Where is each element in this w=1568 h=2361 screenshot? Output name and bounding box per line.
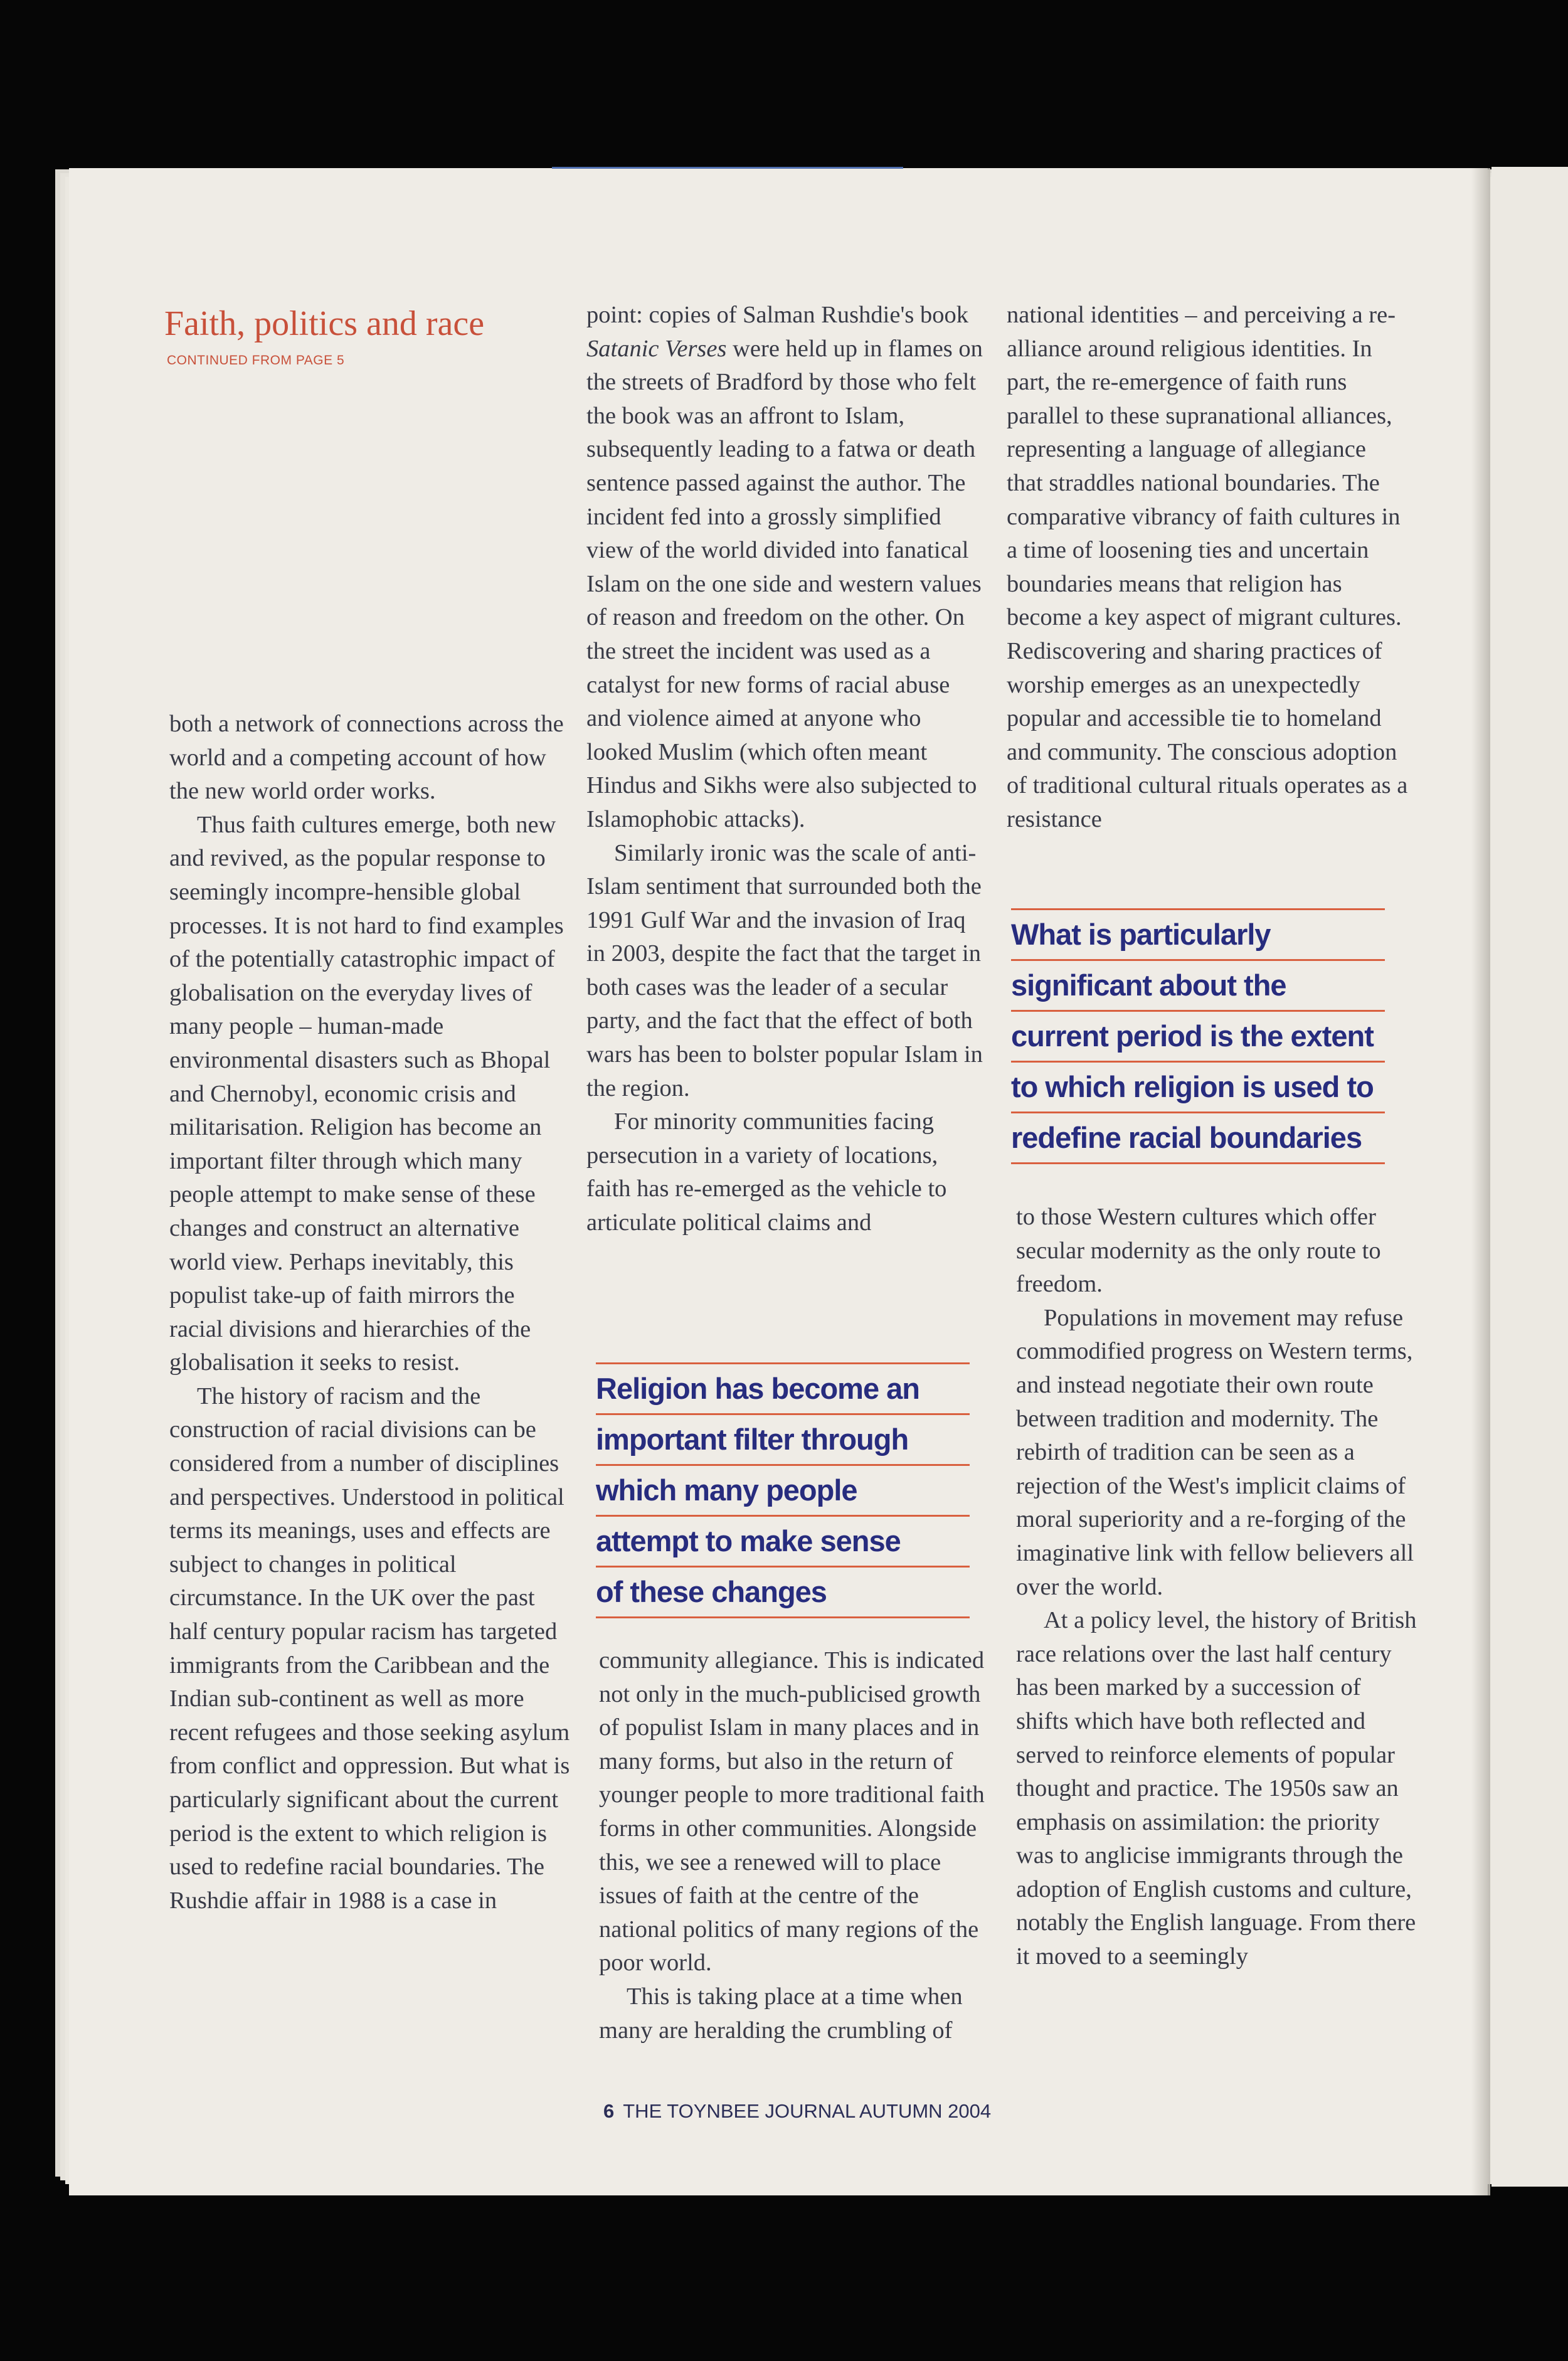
gutter-shadow	[1471, 168, 1490, 2195]
page-footer	[603, 2100, 991, 2123]
continued-note: CONTINUED FROM PAGE 5	[167, 353, 345, 368]
text-column-3-bottom	[1016, 1201, 1417, 1974]
paragraph: For minority communities facing persecution in a variety of locations, faith has re-emerged as the vehicle to articulate political claims and	[586, 1108, 947, 1236]
paragraph: national identities – and perceiving a re-alliance around religious identities. In part, the re-emergence of faith runs parallel to these supranational alliances, representing a language of allegiance that straddles national boundaries. The comparative vibrancy of faith cultures in a time of loosening ties and uncertain boundaries means that religion has become a key aspect of migrant cultures. Rediscovering and sharing practices of worship emerges as an unexpectedly popular and accessible tie to homeland and community. The conscious adoption of traditional cultural rituals operates as a resistance	[1007, 302, 1408, 832]
pullquote-second	[596, 1362, 970, 1618]
pullquote-line: important filter through	[596, 1413, 970, 1464]
article-title: Faith, politics and race	[164, 304, 485, 343]
text-column-3-top	[1007, 299, 1408, 837]
text-column-1	[169, 708, 571, 1918]
publication-name: THE TOYNBEE JOURNAL AUTUMN 2004	[623, 2100, 992, 2122]
paragraph: Populations in movement may refuse commodified progress on Western terms, and instead negotiate their own route between tradition and modernity. The rebirth of tradition can be seen as a rejection of the West's implicit claims of moral superiority and a re-forging of the imaginative link with fellow believers all over the world.	[1016, 1304, 1414, 1600]
pullquote-line: redefine racial boundaries	[1011, 1112, 1385, 1164]
pullquote-line: which many people	[596, 1464, 970, 1515]
paragraph: Thus faith cultures emerge, both new and revived, as the popular response to seemingly incompre-hensible global processes. It is not hard to find examples of the potentially catastrophic impact of globalisation on the everyday lives of many people – human-made environmental disasters such as Bhopal and Chernobyl, economic crisis and militarisation. Religion has become an important filter through which many people attempt to make sense of these changes and construct an alternative world view. Perhaps inevitably, this populist take-up of faith mirrors the racial divisions and hierarchies of the globalisation it seeks to resist.	[169, 811, 564, 1376]
pullquote-line: significant about the	[1011, 959, 1385, 1010]
pullquote-first	[1011, 908, 1385, 1164]
page-number: 6	[603, 2100, 615, 2122]
paragraph: to those Western cultures which offer secular modernity as the only route to freedom.	[1016, 1204, 1381, 1298]
text-column-2-top	[586, 299, 988, 1240]
paragraph: This is taking place at a time when many are heralding the crumbling of	[599, 1983, 963, 2044]
pullquote-line: to which religion is used to	[1011, 1061, 1385, 1112]
book-title: Satanic Verses	[586, 335, 727, 362]
pullquote-line: Religion has become an	[596, 1362, 970, 1413]
page-top-accent-line	[552, 167, 903, 169]
paragraph: point: copies of Salman Rushdie's book Satanic Verses were held up in flames on the streets of Bradford by those who felt the book was an affront to Islam, subsequently leading to a fatwa or death sentence passed against the author. The incident fed into a grossly simplified view of the world divided into fanatical Islam on the one side and western values of reason and freedom on the other. On the street the incident was used as a catalyst for new forms of racial abuse and violence aimed at anyone who looked Muslim (which often meant Hindus and Sikhs were also subjected to Islamophobic attacks).	[586, 302, 983, 832]
pullquote-line: What is particularly	[1011, 908, 1385, 959]
paragraph: At a policy level, the history of British race relations over the last half century has been marked by a succession of shifts which have both reflected and served to reinforce elements of popular thought and practice. The 1950s saw an emphasis on assimilation: the priority was to anglicise immigrants through the adoption of English customs and culture, notably the English language. From there it moved to a seemingly	[1016, 1607, 1417, 1970]
pullquote-line: current period is the extent	[1011, 1010, 1385, 1061]
facing-page-edge	[1491, 167, 1568, 2187]
pullquote-line: attempt to make sense	[596, 1515, 970, 1566]
pullquote-line: of these changes	[596, 1566, 970, 1618]
paragraph: community allegiance. This is indicated not only in the much-publicised growth of populist Islam in many places and in many forms, but also in the return of younger people to more traditional faith forms in other communities. Alongside this, we see a renewed will to place issues of faith at the centre of the national politics of many regions of the poor world.	[599, 1647, 985, 1976]
paragraph: The history of racism and the construction of racial divisions can be considered from a number of disciplines and perspectives. Understood in political terms its meanings, uses and effects are subject to changes in political circumstance. In the UK over the past half century popular racism has targeted immigrants from the Caribbean and the Indian sub-continent as well as more recent refugees and those seeking asylum from conflict and oppression. But what is particularly significant about the current period is the extent to which religion is used to redefine racial boundaries. The Rushdie affair in 1988 is a case in	[169, 1382, 570, 1914]
text-column-2-bottom	[599, 1644, 1000, 2047]
paragraph: Similarly ironic was the scale of anti-Islam sentiment that surrounded both the 1991 Gulf War and the invasion of Iraq in 2003, despite the fact that the target in both cases was the leader of a secular party, and the fact that the effect of both wars has been to bolster popular Islam in the region.	[586, 839, 983, 1101]
paragraph: both a network of connections across the world and a competing account of how the new world order works.	[169, 711, 564, 805]
